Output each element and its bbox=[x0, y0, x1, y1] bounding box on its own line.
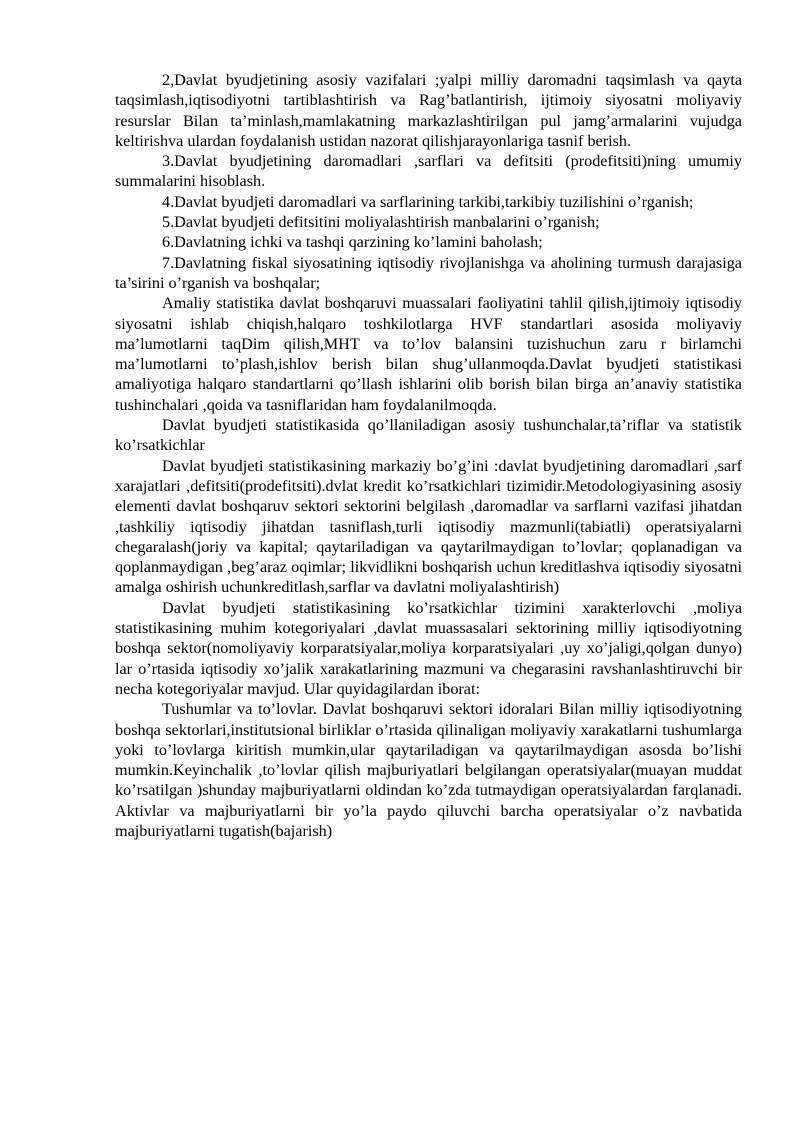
document-page bbox=[115, 70, 742, 841]
paragraph-vazifalar-5: 5.Davlat byudjeti defitsitini moliyalashtirish manbalarini o’rganish; bbox=[162, 213, 600, 232]
paragraph-markaziy-bogini: Davlat byudjeti statistikasining markaziy bo’g’ini :davlat byudjetining daromadlari ,sarf xarajatlari ,defitsiti(prodefitsiti).dvlat kredit ko’rsatkichlari tizimidir.Metodologiyasining asosiy elementi davlat boshqaruv sektori sektorini belgilash ,daromadlar va sarflarni vazifasi jihatdan ,tashkiliy iqtisodiy jihatdan tasniflash,turli iqtisodiy mazmunli(tabiatli) operatsiyalarni chegaralash(joriy va kapital; qaytariladigan va qaytarilmaydigan to’lovlar; qoplanadigan va qoplanmaydigan ,beg’araz oqimlar; likvidlikni boshqarish uchun kreditlashva iqtisodiy siyosatni amalga oshirish uchunkreditlash,sarflar va davlatni moliyalashtirish) bbox=[115, 456, 742, 597]
paragraph-vazifalar-7: 7.Davlatning fiskal siyosatining iqtisodiy rivojlanishga va aholining turmush darajasiga ta’sirini o’rganish va boshqalar; bbox=[115, 253, 742, 292]
paragraph-kotegoriyalar: Davlat byudjeti statistikasining ko’rsatkichlar tizimini xarakterlovchi ,moliya statistikasining muhim kotegoriyalari ,davlat muassasalari sektorining milliy iqtisodiyotning boshqa sektor(nomoliyaviy korparatsiyalar,moliya korparatsiyalari ,uy xo’jaligi,qolgan dunyo) lar o’rtasida iqtisodiy xo’jalik xarakatlarining mazmuni va chegarasini ravshanlashtiruvchi bir necha kotegoriyalar mavjud. Ular quyidagilardan iborat: bbox=[115, 598, 742, 698]
paragraph-tushumlar-tolovlar: Tushumlar va to’lovlar. Davlat boshqaruvi sektori idoralari Bilan milliy iqtisodiyotning boshqa sektorlari,institutsional birliklar o’rtasida qilinaligan moliyaviy xarakatlarni tushumlarga yoki to’lovlarga kiritish mumkin,ular qaytariladigan va qaytarilmaydigan asosda bo’lishi mumkin.Keyinchalik ,to’lovlar qilish majburiyatlari belgilangan operatsiyalar(muayan muddat ko’rsatilgan )shunday majburiyatlarni oldindan ko’zda tutmaydigan operatsiyalardan farqlanadi. Aktivlar va majburiyatlarni bir yo’la paydo qiluvchi barcha operatsiyalar o’z navbatida majburiyatlarni tugatish(bajarish) bbox=[115, 700, 742, 840]
paragraph-vazifalar-4: 4.Davlat byudjeti daromadlari va sarflarining tarkibi,tarkibiy tuzilishini o’rganish; bbox=[162, 192, 694, 211]
paragraph-vazifalar-2: 2,Davlat byudjetining asosiy vazifalari ;yalpi milliy daromadni taqsimlash va qayta taqsimlash,iqtisodiyotni tartiblashtirish va Rag’batlantirish, ijtimoiy siyosatni moliyaviy resurslar Bilan ta’minlash,mamlakatning markazlashtirilgan pul jamg’armalarini vujudga keltirishva ulardan foydalanish ustidan nazorat qilishjarayonlariga tasnif berish. bbox=[115, 71, 742, 150]
paragraph-vazifalar-6: 6.Davlatning ichki va tashqi qarzining ko’lamini baholash; bbox=[162, 233, 543, 252]
paragraph-amaliy-statistika: Amaliy statistika davlat boshqaruvi muassalari faoliyatini tahlil qilish,ijtimoiy iqtisodiy siyosatni ishlab chiqish,halqaro toshkilotlarga HVF standartlari asosida moliyaviy ma’lumotlarni taqDim qilish,MHT va to’lov balansini tuzishuchun zaru r birlamchi ma’lumotlarni to’plash,ishlov berish bilan shug’ullanmoqda.Davlat byudjeti statistikasi amaliyotiga halqaro standartlarni qo’llash ishlarini olib borish bilan birga an’anaviy statistika tushinchalari ,qoida va tasniflaridan ham foydalanilmoqda. bbox=[115, 294, 742, 414]
paragraph-vazifalar-3: 3.Davlat byudjetining daromadlari ,sarflari va defitsiti (prodefitsiti)ning umumiy summalarini hisoblash. bbox=[115, 152, 742, 191]
paragraph-section-heading: Davlat byudjeti statistikasida qo’llaniladigan asosiy tushunchalar,ta’riflar va statistik ko’rsatkichlar bbox=[115, 416, 742, 455]
